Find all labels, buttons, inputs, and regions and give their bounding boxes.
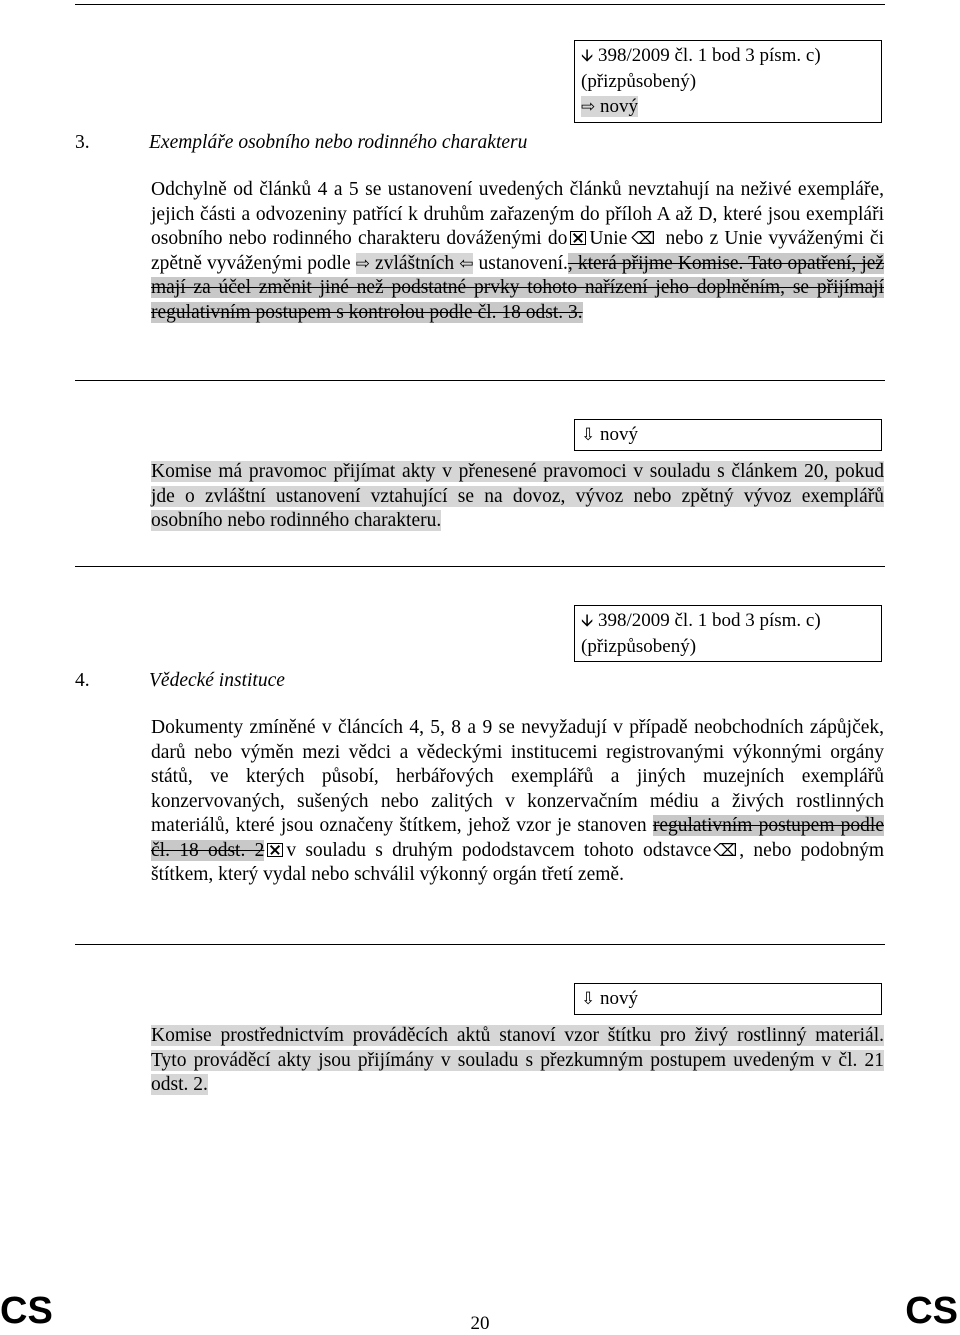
ref-text: 398/2009 čl. 1 bod 3 písm. c): [597, 610, 821, 631]
new-label: nový: [600, 424, 638, 445]
adapted-label: (přizpůsobený): [581, 636, 697, 657]
outline-down-arrow-icon: ⇩: [581, 989, 596, 1009]
section-3-paragraph: [151, 178, 884, 325]
new-marker-box: [574, 419, 882, 451]
para-text: v souladu s druhým pododstavcem tohoto odstavce: [286, 839, 712, 861]
adapted-label: (přizpůsobený): [581, 71, 697, 92]
section-number: 4.: [75, 670, 90, 691]
section-3-heading: [75, 132, 527, 154]
footer-language-right: CS: [905, 1290, 958, 1332]
page-number: 20: [470, 1313, 490, 1334]
amendment-ref-box: [574, 40, 882, 123]
new-text: Komise má pravomoc přijímat akty v přenesené pravomoci v souladu s článkem 20, pokud jde o zvláštní ustanovení vztahující se na dovoz, vývoz nebo zpětný vývoz exemplářů osobního nebo rodinného charakteru.: [151, 461, 884, 531]
footer-language-left: CS: [0, 1290, 53, 1332]
deleted-text: , která přijme Komise. Tato opatření, jež mají za účel změnit jiné než podstatné prvky tohoto nařízení jeho doplněním, se přijímají regulativním postupem s kontrolou podle čl. 18 odst. 3.: [151, 252, 885, 323]
outline-down-arrow-icon: ⇩: [581, 425, 596, 445]
deletion-end-icon: ⌫: [713, 840, 738, 861]
section-title: Exempláře osobního nebo rodinného charakteru: [149, 132, 528, 153]
new-label: nový: [600, 988, 638, 1009]
right-arrow-icon: ⇨: [581, 97, 596, 117]
down-arrow-icon: 🡫: [581, 46, 594, 66]
divider: [75, 944, 885, 945]
divider: [75, 380, 885, 381]
section-title: Vědecké instituce: [149, 670, 285, 691]
divider: [75, 566, 885, 567]
para-text: Unie: [589, 228, 628, 249]
para-text: nebo z Unie vyváženými či zpětně vyváženými podle: [151, 228, 884, 274]
para-text: , nebo podobným štítkem, který vydal nebo schválil výkonný orgán třetí země.: [151, 839, 884, 885]
deletion-start-icon: [570, 231, 586, 245]
deletion-end-icon: ⌫: [631, 229, 656, 249]
amendment-ref-box: [574, 605, 882, 662]
section-4-paragraph: [151, 716, 884, 888]
deleted-text: regulativním postupem podle čl. 18 odst. 2: [151, 815, 884, 861]
new-paragraph: [151, 1024, 884, 1098]
deletion-start-icon: [267, 843, 283, 857]
para-text: Dokumenty zmíněné v článcích 4, 5, 8 a 9 se nevyžadují v případě neobchodních zápůjček, darů nebo výměn mezi vědci a vědeckými institucemi registrovanými výkonnými orgány států, ve kterých působí, herbářových exemplářů a jiných muzejních exemplářů konzervovaných, sušených nebo zalitých v konzervačním médiu a živých rostlinných materiálů, které jsou označeny štítkem, jehož vzor je stanoven: [151, 717, 884, 836]
insert-end-icon: ⇦: [459, 253, 474, 274]
para-text: ustanovení.: [478, 252, 568, 274]
new-marker-box: [574, 983, 882, 1015]
para-text: Odchylně od článků 4 a 5 se ustanovení uvedených článků nevztahují na neživé exempláře, jejich části a odvozeniny patřící k druhům zařazeným do příloh A až D, které jsou exempláři osobního nebo rodinného charakteru dováženými do: [151, 179, 884, 249]
top-divider: [75, 4, 885, 5]
section-4-heading: [75, 670, 285, 692]
section-number: 3.: [75, 132, 90, 153]
inserted-text: zvláštních: [375, 252, 455, 274]
new-paragraph: [151, 460, 884, 534]
new-text: Komise prostřednictvím prováděcích aktů stanoví vzor štítku pro živý rostlinný materiál. Tyto prováděcí akty jsou přijímány v souladu s přezkumným postupem uvedeným v čl. 21 odst. 2.: [151, 1025, 884, 1095]
ref-text: 398/2009 čl. 1 bod 3 písm. c): [597, 45, 821, 66]
insert-start-icon: ⇨: [355, 253, 370, 274]
new-label: nový: [600, 96, 638, 117]
down-arrow-icon: 🡫: [581, 611, 594, 631]
